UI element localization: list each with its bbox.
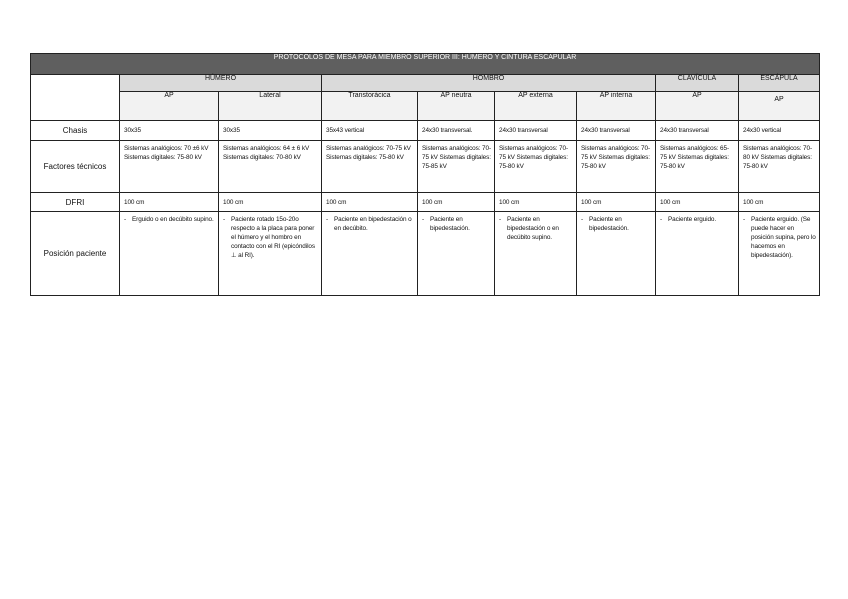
posicion-cell xyxy=(418,212,495,296)
row-label-chasis: Chasis xyxy=(31,121,120,141)
chasis-cell: 24x30 transversal xyxy=(495,121,577,141)
posicion-cell xyxy=(322,212,418,296)
table-row-factores-tecnicos xyxy=(31,141,820,193)
projection-header-humero-ap: AP xyxy=(120,92,219,121)
chasis-cell: 24x30 transversal xyxy=(656,121,739,141)
posicion-cell xyxy=(495,212,577,296)
dfri-cell: 100 cm xyxy=(577,193,656,212)
protocol-table xyxy=(30,53,820,296)
posicion-text: Paciente en bipedestación. xyxy=(430,216,470,232)
list-item xyxy=(223,215,318,260)
posicion-text: Paciente en bipedestación o en decúbito supino. xyxy=(507,216,559,241)
factores-cell: Sistemas analógicos: 70-80 kV Sistemas digitales: 75-80 kV xyxy=(739,141,820,193)
row-label-posicion-paciente: Posición paciente xyxy=(31,212,120,296)
bullet-marker: - xyxy=(326,216,329,223)
row-label-dfri: DFRI xyxy=(31,193,120,212)
dfri-cell: 100 cm xyxy=(322,193,418,212)
corner-cell xyxy=(31,75,120,121)
posicion-text: Paciente en bipedestación o en decúbito. xyxy=(334,216,412,232)
group-header-hombro: HOMBRO xyxy=(322,75,656,92)
projection-header-clavicula-ap: AP xyxy=(656,92,739,121)
bullet-marker: - xyxy=(422,216,425,223)
posicion-cell xyxy=(219,212,322,296)
dfri-cell: 100 cm xyxy=(219,193,322,212)
dfri-cell: 100 cm xyxy=(656,193,739,212)
bullet-marker: - xyxy=(124,216,127,223)
chasis-cell: 24x30 transversal. xyxy=(418,121,495,141)
list-item xyxy=(326,215,414,233)
bullet-marker: - xyxy=(499,216,502,223)
chasis-cell: 24x30 vertical xyxy=(739,121,820,141)
posicion-text: Paciente erguido. (Se puede hacer en posición supina, pero lo hacemos en bipedestación). xyxy=(751,216,816,259)
bullet-marker: - xyxy=(660,216,663,223)
dfri-cell: 100 cm xyxy=(739,193,820,212)
posicion-cell xyxy=(739,212,820,296)
bullet-marker: - xyxy=(223,216,226,223)
projection-header-escapula-ap: AP xyxy=(739,92,820,121)
projection-header-hombro-transtoracica: Transtorácica xyxy=(322,92,418,121)
chasis-cell: 35x43 vertical xyxy=(322,121,418,141)
list-item xyxy=(499,215,573,242)
table-row-posicion-paciente xyxy=(31,212,820,296)
chasis-cell: 30x35 xyxy=(219,121,322,141)
factores-cell: Sistemas analógicos: 70-75 kV Sistemas digitales: 75-85 kV xyxy=(418,141,495,193)
dfri-cell: 100 cm xyxy=(120,193,219,212)
posicion-text: Paciente rotado 15o-20o respecto a la placa para poner el húmero y el hombro en contacto con el RI (epicóndilos ⊥ al RI). xyxy=(231,216,315,259)
chasis-cell: 24x30 transversal xyxy=(577,121,656,141)
projection-header-hombro-ap-externa: AP externa xyxy=(495,92,577,121)
posicion-text: Erguido o en decúbito supino. xyxy=(132,216,214,223)
factores-cell: Sistemas analógicos: 70-75 kV Sistemas digitales: 75-80 kV xyxy=(577,141,656,193)
factores-cell: Sistemas analógicos: 64 ± 6 kV Sistemas digitales: 70-80 kV xyxy=(219,141,322,193)
bullet-marker: - xyxy=(581,216,584,223)
posicion-cell xyxy=(120,212,219,296)
group-header-escapula: ESCÁPULA xyxy=(739,75,820,92)
list-item xyxy=(422,215,491,233)
chasis-cell: 30x35 xyxy=(120,121,219,141)
table-title: PROTOCOLOS DE MESA PARA MIEMBRO SUPERIOR III: HÚMERO Y CINTURA ESCAPULAR xyxy=(31,54,820,75)
posicion-cell xyxy=(656,212,739,296)
factores-cell: Sistemas analógicos: 70-75 kV Sistemas digitales: 75-80 kV xyxy=(495,141,577,193)
row-label-factores-tecnicos: Factores técnicos xyxy=(31,141,120,193)
group-header-clavicula: CLAVÍCULA xyxy=(656,75,739,92)
posicion-cell xyxy=(577,212,656,296)
factores-cell: Sistemas analógicos: 70-75 kV Sistemas digitales: 75-80 kV xyxy=(322,141,418,193)
projection-header-humero-lateral: Lateral xyxy=(219,92,322,121)
list-item xyxy=(660,215,735,224)
group-header-humero: HÚMERO xyxy=(120,75,322,92)
factores-cell: Sistemas analógicos: 65-75 kV Sistemas digitales: 75-80 kV xyxy=(656,141,739,193)
table-row-chasis xyxy=(31,121,820,141)
bullet-marker: - xyxy=(743,216,746,223)
table-row-dfri xyxy=(31,193,820,212)
dfri-cell: 100 cm xyxy=(418,193,495,212)
posicion-text: Paciente erguido. xyxy=(668,216,717,223)
dfri-cell: 100 cm xyxy=(495,193,577,212)
list-item xyxy=(743,215,816,260)
list-item xyxy=(581,215,652,233)
list-item xyxy=(124,215,215,224)
factores-cell: Sistemas analógicos: 70 ±6 kV Sistemas digitales: 75-80 kV xyxy=(120,141,219,193)
projection-header-hombro-ap-interna: AP interna xyxy=(577,92,656,121)
projection-header-hombro-ap-neutra: AP neutra xyxy=(418,92,495,121)
posicion-text: Paciente en bipedestación. xyxy=(589,216,629,232)
